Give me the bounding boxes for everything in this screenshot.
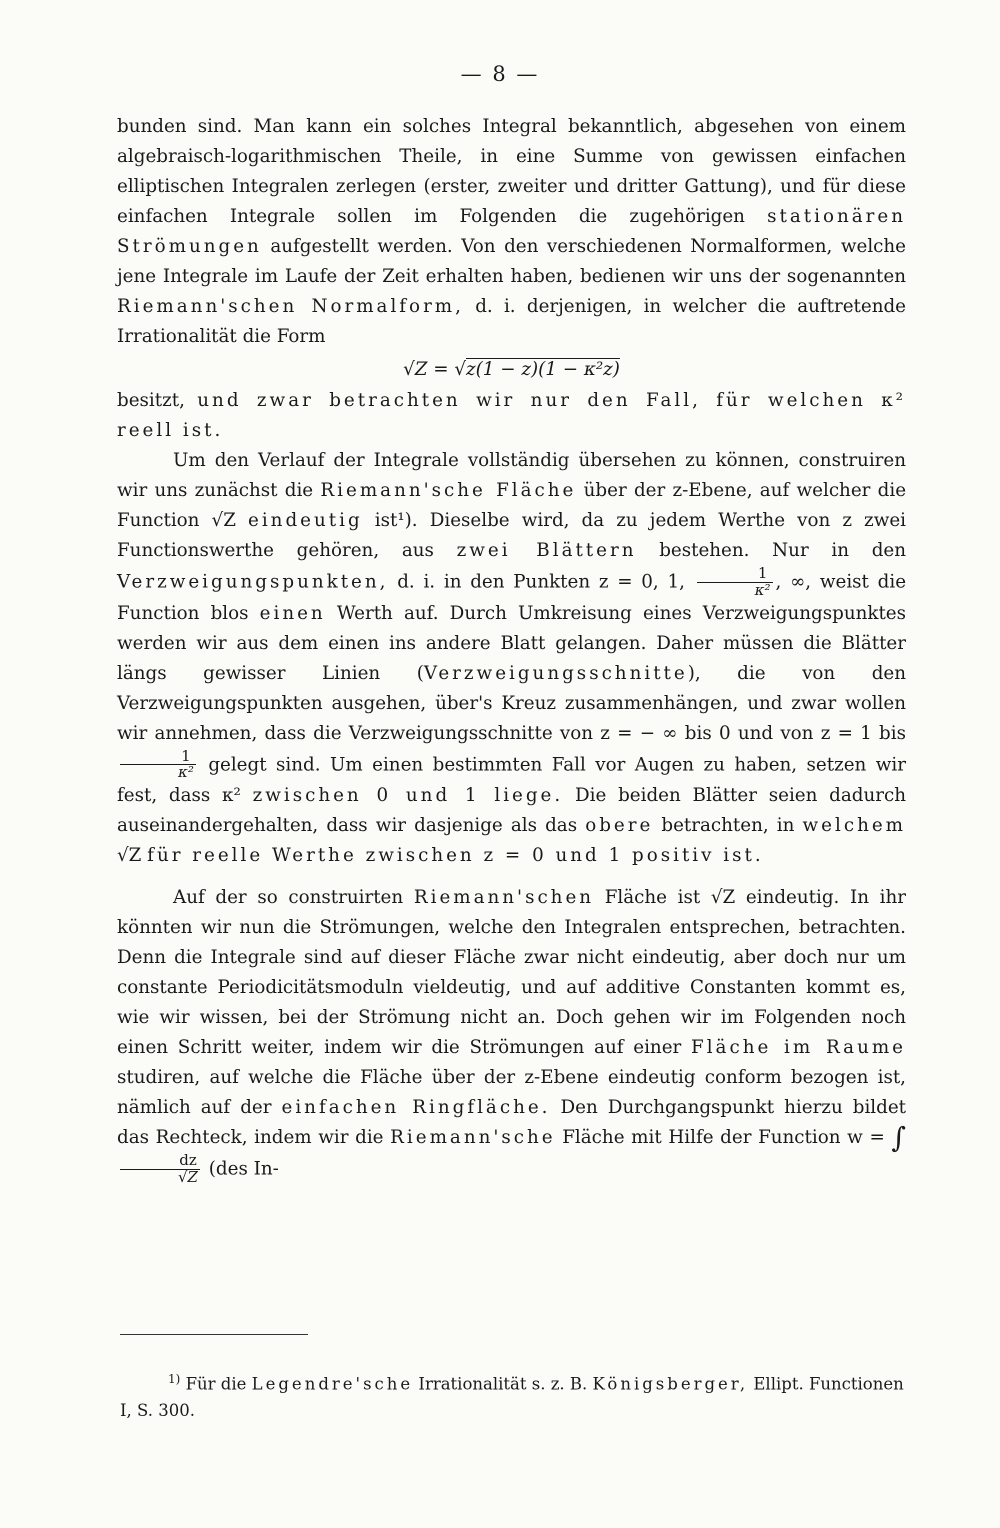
p1-text-a: bunden sind. Man kann ein solches Integral bekanntlich, abgesehen von einem algebraisch-logarithmischen Theile, in eine Summe von gewissen einfachen elliptischen Integralen zerlegen (erster, zweiter und dritter Gattung), und für diese einfachen Integrale sollen im Folgenden die zugehörigen (117, 116, 906, 227)
footnote-text-a: Für die (185, 1374, 247, 1394)
p1-emph-real-case: und zwar betrachten wir nur den Fall, für welchen κ² reell ist. (117, 390, 906, 441)
p2-emph-upper: obere (585, 815, 654, 836)
formula-lhs: √Z = √ (403, 359, 467, 380)
fraction-one-over-kappa-sq-2 (120, 746, 196, 782)
p1-text-e: d. i. derjenigen, in welcher die auftretende Irrationalität die Form (117, 296, 906, 347)
p2-text-o: gelegt sind. Um einen bestimmten Fall vor Augen zu haben, setzen wir fest, dass κ² (117, 753, 906, 806)
p2-text-g: bestehen. Nur in den (659, 540, 907, 561)
p3-text-e: studiren, auf welche die Fläche über der z-Ebene eindeutig conform bezogen ist, nämlich auf der (117, 1067, 906, 1118)
p2-emph-positive: für reelle Werthe zwischen z = 0 und 1 positiv ist. (147, 845, 764, 866)
footnote-emph-legendre: Legendre'sche (251, 1374, 414, 1394)
p3-emph-surface-in-space: Fläche im Raume (691, 1037, 907, 1058)
footnote-text-c: Irrationalität s. z. B. (418, 1374, 588, 1394)
formula-sqrt-z (117, 354, 906, 386)
footnote-emph-koenigsberger: Königsberger, (592, 1374, 749, 1394)
p2-text-n: ), die von den Verzweigungspunkten ausgehen, über's Kreuz zusammenhängen, und zwar wollen wir annehmen, dass die Verzweigungsschnitte von z = − ∞ bis 0 und von z = 1 bis (117, 662, 906, 744)
fraction-denominator: κ² (754, 580, 771, 599)
p2-text-q: Die beiden Blätter seien dadurch auseinandergehalten, dass wir dasjenige als das (117, 785, 906, 836)
formula-radicand: z(1 − z)(1 − κ²z) (466, 359, 620, 380)
p1-emph-riemann-normal-form: Riemann'schen Normalform, (117, 296, 464, 317)
p2-text-i: d. i. in den Punkten z = 0, 1, (397, 571, 685, 593)
p2-emph-two-sheets: zwei Blättern (456, 540, 637, 561)
fraction-dz-over-sqrt-z (120, 1153, 200, 1186)
p2-text-l: Werth auf. Durch Umkreisung eines Verzweigungspunktes werden wir aus dem einen ins andere Blatt gelangen. Daher müssen die Blätter längs gewisser Linien ( (117, 602, 906, 684)
p3-text-j: (des In- (208, 1158, 279, 1180)
fraction-numerator: dz (120, 1153, 200, 1170)
p2-emph-branch-cuts: Verzweigungsschnitte (423, 662, 688, 684)
p3-text-g: Den Durchgangspunkt hierzu bildet das Rechteck, indem wir die (117, 1097, 907, 1148)
fraction-numerator: 1 (120, 749, 196, 766)
p1-text-c: aufgestellt werden. Von den verschiedenen Normalformen, welche jene Integrale im Laufe der Zeit erhalten haben, bedienen wir uns der sogenannten (117, 236, 907, 287)
p2-text-u: √Z (117, 845, 142, 866)
p3-text-i: Fläche mit Hilfe der Function w = (562, 1127, 885, 1148)
paragraph-3 (117, 883, 906, 1186)
p2-text-e: ist¹). Dieselbe wird, da zu jedem Werthe von z zwei Functionswerthe gehören, aus (117, 510, 907, 561)
p1-text-f: besitzt, (117, 390, 185, 411)
p3-text-a: Auf der so construirten (173, 887, 404, 908)
footnote (120, 1366, 906, 1424)
p2-emph-unique: eindeutig (248, 510, 363, 531)
p2-text-j: , ∞, weist die Function blos (117, 571, 907, 624)
p3-emph-simple-ring: einfachen Ringfläche. (281, 1097, 551, 1118)
p1-emph-stationary-flows: stationären Strömungen (117, 206, 907, 257)
p2-text-c: über der z-Ebene, auf welcher die Function √Z (117, 480, 907, 531)
page-number: — 8 — (460, 62, 540, 86)
p2-text-s: betrachten, in (661, 815, 795, 836)
footnote-rule (120, 1334, 308, 1335)
fraction-denominator: √Z (178, 1167, 198, 1186)
p2-emph-between: zwischen 0 und 1 liege. (252, 785, 564, 806)
p3-emph-riemann-2: Riemann'sche (390, 1127, 556, 1148)
p2-text-a: Um den Verlauf der Integrale vollständig übersehen zu können, construiren wir uns zunächst die (117, 450, 906, 501)
p3-text-c: Fläche ist √Z eindeutig. In ihr könnten wir nun die Strömungen, welche den Integralen entsprechen, betrachten. Denn die Integrale sind auf dieser Fläche zwar nicht eindeutig, aber doch nur um constante Periodicitätsmoduln vieldeutig, und auf additive Constanten kommt es, wie wir wissen, bei der Strömung nicht an. Doch gehen wir im Folgenden noch einen Schritt weiter, indem wir die Strömungen auf einer (117, 887, 907, 1058)
p2-emph-which: welchem (802, 815, 906, 836)
fraction-denominator: κ² (178, 763, 194, 782)
p2-emph-one: einen (259, 602, 326, 624)
fraction-numerator: 1 (697, 566, 773, 583)
paragraph-1 (117, 112, 906, 446)
p2-emph-branch-points: Verzweigungspunkten, (117, 571, 389, 593)
paragraph-2 (117, 446, 906, 871)
footnote-mark: 1) (168, 1372, 181, 1386)
fraction-one-over-kappa-sq (697, 566, 773, 599)
body-text (117, 112, 906, 1186)
p3-emph-riemann: Riemann'schen (413, 887, 595, 908)
integral-sign: ∫ (891, 1121, 906, 1154)
footnote-text-e: Ellipt. Functionen I, S. 300. (120, 1374, 904, 1420)
p2-emph-riemann-surface: Riemann'sche Fläche (320, 480, 577, 501)
